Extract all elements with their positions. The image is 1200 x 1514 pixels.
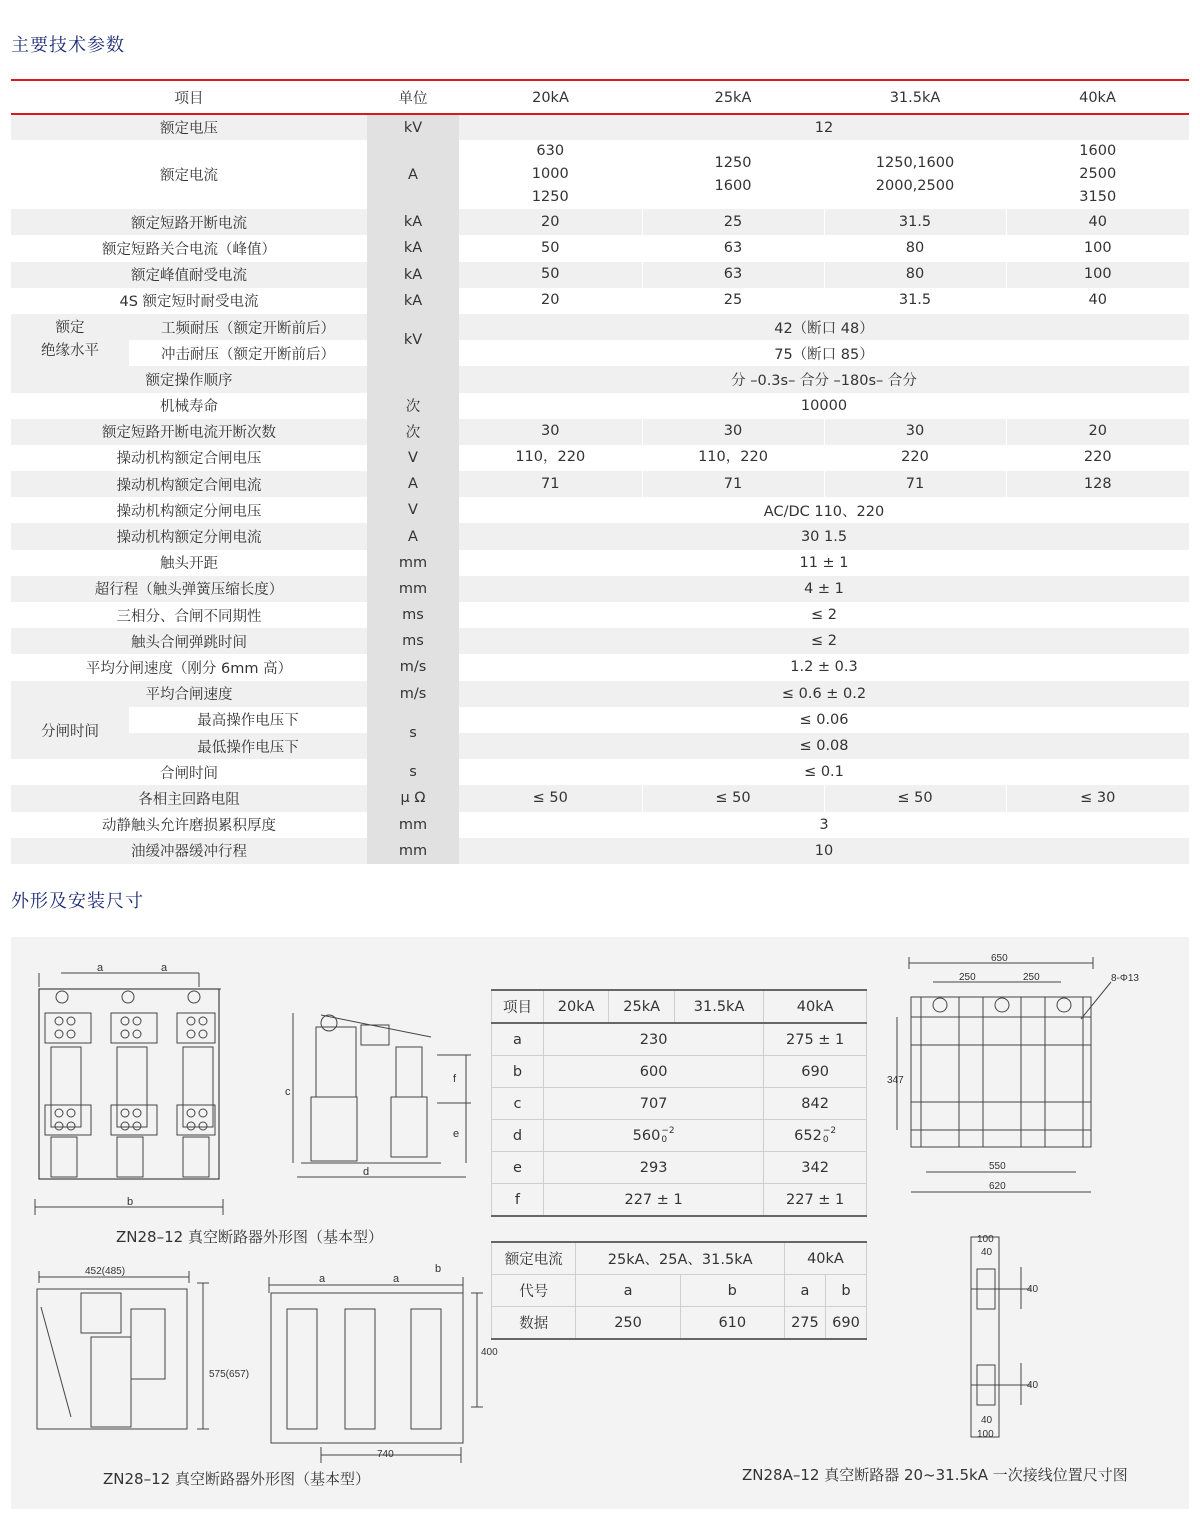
- tolerance: [823, 1127, 836, 1145]
- spec-value-all: 10: [459, 838, 1189, 864]
- spec-unit: mm: [367, 550, 459, 576]
- spec-unit: V: [367, 497, 459, 523]
- spec-row: [11, 576, 1189, 602]
- dim-40-top: 40: [981, 1247, 993, 1258]
- spec-unit: 次: [367, 419, 459, 445]
- spec-value-v20: ≤ 50: [459, 785, 642, 811]
- dim-row: [492, 1023, 867, 1056]
- spec-row: [11, 340, 1189, 366]
- dim-8phi13: 8-Φ13: [1111, 973, 1139, 984]
- header-unit: 单位: [367, 82, 459, 114]
- spec-item: 最低操作电压下: [129, 733, 367, 759]
- dim-740: 740: [377, 1449, 394, 1460]
- spec-value-all: 3: [459, 812, 1189, 838]
- spec-value-v20: 110，220: [459, 445, 642, 471]
- spec-value-all: AC/DC 110、220: [459, 497, 1189, 523]
- spec-unit: A: [367, 523, 459, 549]
- dim-650: 650: [991, 953, 1008, 964]
- tolerance-upper: −2: [661, 1125, 675, 1136]
- bus-data-b1: 610: [680, 1307, 784, 1340]
- dim-value-20-315-text: 600: [639, 1063, 668, 1080]
- spec-unit: kA: [367, 235, 459, 261]
- spec-table: [11, 82, 1189, 864]
- spec-value-v40: 100: [1006, 262, 1189, 288]
- dim-label: a: [492, 1023, 544, 1056]
- spec-row: [11, 733, 1189, 759]
- spec-unit: [367, 366, 459, 392]
- spec-unit: 次: [367, 393, 459, 419]
- spec-unit: ms: [367, 628, 459, 654]
- spec-value-v20: 20: [459, 288, 642, 314]
- spec-value-v31: 31.5: [824, 288, 1006, 314]
- spec-item: 额定短路开断电流开断次数: [11, 419, 367, 445]
- spec-value-all: ≤ 0.06: [459, 707, 1189, 733]
- dim-620: 620: [989, 1181, 1006, 1192]
- dim-value-40: [764, 1023, 867, 1056]
- spec-item: 额定电压: [11, 114, 367, 140]
- spec-value-v40: ≤ 30: [1006, 785, 1189, 811]
- spec-value-v20: 50: [459, 235, 642, 261]
- spec-group-label: 额定 绝缘水平: [11, 314, 129, 366]
- spec-value-all: 42（断口 48）: [459, 314, 1189, 340]
- spec-item: 4S 额定短时耐受电流: [11, 288, 367, 314]
- dim-header-20ka: 20kA: [543, 990, 608, 1023]
- busbar-table: [491, 1241, 867, 1340]
- dim-label: d: [492, 1120, 544, 1152]
- front-view-small-drawing: [269, 1277, 483, 1463]
- spec-item: 动静触头允许磨损累积厚度: [11, 812, 367, 838]
- dim-value-40: [764, 1056, 867, 1088]
- dim-row: [492, 1152, 867, 1184]
- spec-value-v40: 128: [1006, 471, 1189, 497]
- caption-basic-type: ZN28–12 真空断路器外形图（基本型）: [103, 1470, 370, 1488]
- spec-value-v25: 71: [642, 471, 824, 497]
- spec-value-v31: 30: [824, 419, 1006, 445]
- dim-value-40: [764, 1120, 867, 1152]
- dim-value-20-315: [543, 1152, 763, 1184]
- spec-unit: m/s: [367, 681, 459, 707]
- spec-group-label: 分闸时间: [11, 707, 129, 759]
- dim-250-1: 250: [959, 972, 976, 983]
- spec-item: 合闸时间: [11, 759, 367, 785]
- section-title-specs: 主要技术参数: [11, 35, 125, 56]
- spec-value-all: 30 1.5: [459, 523, 1189, 549]
- spec-value-v20: 50: [459, 262, 642, 288]
- spec-item: 额定短路关合电流（峰值）: [11, 235, 367, 261]
- header-rule: [11, 79, 1189, 81]
- dim-header-item: 项目: [492, 990, 544, 1023]
- dim-label: b: [492, 1056, 544, 1088]
- dim-label: c: [492, 1088, 544, 1120]
- spec-unit: ms: [367, 602, 459, 628]
- caption-busbar-position: ZN28A–12 真空断路器 20~31.5kA 一次接线位置尺寸图: [742, 1466, 1128, 1484]
- spec-unit: kV: [367, 114, 459, 140]
- spec-row: [11, 314, 1189, 340]
- spec-value-v20: 71: [459, 471, 642, 497]
- bus-code-b2: b: [825, 1275, 866, 1307]
- spec-item: 工频耐压（额定开断前后）: [129, 314, 367, 340]
- spec-item: 各相主回路电阻: [11, 785, 367, 811]
- side-view-drawing: [293, 1013, 471, 1177]
- bus-code-b1: b: [680, 1275, 784, 1307]
- spec-item: 触头开距: [11, 550, 367, 576]
- spec-unit: kA: [367, 262, 459, 288]
- dim-452: 452(485): [85, 1266, 126, 1277]
- spec-row: [11, 471, 1189, 497]
- header-315ka: 31.5kA: [824, 82, 1006, 114]
- dim-value-20-315-text: 230: [639, 1031, 668, 1048]
- spec-item: 冲击耐压（额定开断前后）: [129, 340, 367, 366]
- spec-value-v31: 1250,1600 2000,2500: [824, 140, 1006, 209]
- spec-item: 操动机构额定分闸电流: [11, 523, 367, 549]
- spec-item: 操动机构额定合闸电流: [11, 471, 367, 497]
- bus-code-label: 代号: [492, 1275, 576, 1307]
- spec-value-v31: 71: [824, 471, 1006, 497]
- spec-row: [11, 288, 1189, 314]
- dim-575: 575(657): [209, 1369, 250, 1380]
- spec-row: [11, 550, 1189, 576]
- dim-b: b: [127, 1196, 134, 1208]
- spec-value-all: ≤ 0.1: [459, 759, 1189, 785]
- spec-value-v31: 80: [824, 235, 1006, 261]
- spec-value-v20: 30: [459, 419, 642, 445]
- header-item: 项目: [11, 82, 367, 114]
- spec-item: 额定短路开断电流: [11, 209, 367, 235]
- spec-value-v31: 31.5: [824, 209, 1006, 235]
- dim-value-40-text: 342: [801, 1159, 829, 1176]
- spec-value-all: ≤ 0.6 ± 0.2: [459, 681, 1189, 707]
- spec-value-all: 75（断口 85）: [459, 340, 1189, 366]
- spec-value-all: 4 ± 1: [459, 576, 1189, 602]
- spec-unit: μ Ω: [367, 785, 459, 811]
- spec-value-v25: 63: [642, 262, 824, 288]
- spec-value-v40: 1600 2500 3150: [1006, 140, 1189, 209]
- dimension-table: [491, 989, 867, 1217]
- bus-data-a2: 275: [784, 1307, 825, 1340]
- bus-code-a2: a: [784, 1275, 825, 1307]
- spec-item: 油缓冲器缓冲行程: [11, 838, 367, 864]
- spec-value-v20: 20: [459, 209, 642, 235]
- spec-item: 三相分、合闸不同期性: [11, 602, 367, 628]
- spec-row: [11, 366, 1189, 392]
- side-view-small-drawing: [37, 1271, 209, 1429]
- tolerance-lower: 0: [661, 1134, 668, 1145]
- busbar-position-drawing: [971, 1237, 1031, 1437]
- bus-data-a1: 250: [576, 1307, 680, 1340]
- bus-code-a1: a: [576, 1275, 680, 1307]
- spec-value-v25: 63: [642, 235, 824, 261]
- dim-value-40: [764, 1088, 867, 1120]
- spec-row: [11, 262, 1189, 288]
- dim-a-4: a: [393, 1273, 400, 1285]
- caption-front-view: ZN28–12 真空断路器外形图（基本型）: [116, 1228, 383, 1246]
- spec-item: 额定峰值耐受电流: [11, 262, 367, 288]
- spec-row: [11, 785, 1189, 811]
- dim-value-40: [764, 1184, 867, 1217]
- spec-value-v25: 110，220: [642, 445, 824, 471]
- spec-value-all: ≤ 0.08: [459, 733, 1189, 759]
- spec-item: 操动机构额定分闸电压: [11, 497, 367, 523]
- spec-value-all: ≤ 2: [459, 602, 1189, 628]
- spec-value-all: 10000: [459, 393, 1189, 419]
- dim-label: f: [492, 1184, 544, 1217]
- dim-value-20-315-text: 227 ± 1: [624, 1191, 683, 1208]
- tolerance-upper: −2: [822, 1125, 837, 1136]
- spec-unit: mm: [367, 576, 459, 602]
- spec-row: [11, 419, 1189, 445]
- dim-header-40ka: 40kA: [764, 990, 867, 1023]
- dim-value-40-text: 227 ± 1: [786, 1191, 845, 1208]
- dim-b-2: b: [435, 1263, 442, 1275]
- spec-row: [11, 523, 1189, 549]
- spec-unit: m/s: [367, 654, 459, 680]
- spec-row: [11, 707, 1189, 733]
- spec-value-v40: 40: [1006, 209, 1189, 235]
- dim-e: e: [453, 1128, 460, 1140]
- dim-value-40-text: 690: [801, 1063, 829, 1080]
- spec-row: [11, 681, 1189, 707]
- spec-item: 机械寿命: [11, 393, 367, 419]
- dim-c: c: [285, 1086, 291, 1098]
- spec-value-v31: ≤ 50: [824, 785, 1006, 811]
- spec-unit: s: [367, 759, 459, 785]
- dim-a-3: a: [319, 1273, 326, 1285]
- dim-f: f: [453, 1073, 457, 1085]
- spec-item: 操动机构额定合闸电压: [11, 445, 367, 471]
- spec-value-v40: 220: [1006, 445, 1189, 471]
- dim-value-20-315: [543, 1023, 763, 1056]
- spec-value-all: ≤ 2: [459, 628, 1189, 654]
- spec-item: 额定电流: [11, 140, 367, 209]
- dim-row: [492, 1056, 867, 1088]
- spec-row: [11, 838, 1189, 864]
- spec-unit: A: [367, 140, 459, 209]
- dim-100-bottom: 100: [977, 1429, 994, 1440]
- spec-value-all: 分 –0.3s– 合分 –180s– 合分: [459, 366, 1189, 392]
- dim-value-40-text: 275 ± 1: [786, 1031, 845, 1048]
- bus-data-b2: 690: [825, 1307, 866, 1340]
- dim-250-2: 250: [1023, 972, 1040, 983]
- spec-row: [11, 393, 1189, 419]
- dim-value-20-315-text: 707: [639, 1095, 668, 1112]
- dim-value-40: [764, 1152, 867, 1184]
- dim-value-20-315-text: 293: [639, 1159, 668, 1176]
- spec-unit: s: [367, 707, 459, 759]
- dim-347: 347: [887, 1075, 904, 1086]
- spec-item: 额定操作顺序: [11, 366, 367, 392]
- dim-a-2: a: [161, 962, 168, 974]
- spec-value-v25: 25: [642, 209, 824, 235]
- bus-header-current: 额定电流: [492, 1242, 576, 1275]
- dim-550: 550: [989, 1161, 1006, 1172]
- spec-value-v25: ≤ 50: [642, 785, 824, 811]
- spec-unit: A: [367, 471, 459, 497]
- spec-item: 平均合闸速度: [11, 681, 367, 707]
- spec-value-v40: 100: [1006, 235, 1189, 261]
- dim-value-20-315: [543, 1120, 763, 1152]
- header-40ka: 40kA: [1006, 82, 1189, 114]
- spec-row: [11, 235, 1189, 261]
- spec-item: 最高操作电压下: [129, 707, 367, 733]
- spec-row: [11, 759, 1189, 785]
- spec-row: [11, 445, 1189, 471]
- spec-row: [11, 628, 1189, 654]
- spec-unit: kV: [367, 314, 459, 366]
- dim-header-25ka: 25kA: [609, 990, 674, 1023]
- section-title-dimensions: 外形及安装尺寸: [11, 891, 144, 912]
- dim-100-top: 100: [977, 1234, 994, 1245]
- dim-400: 400: [481, 1347, 498, 1358]
- dim-40-right2: 40: [1027, 1380, 1039, 1391]
- bus-header-25-31: 25kA、25A、31.5kA: [576, 1242, 785, 1275]
- spec-unit: mm: [367, 838, 459, 864]
- spec-unit: mm: [367, 812, 459, 838]
- drawings-panel: [11, 937, 1189, 1509]
- dim-label: e: [492, 1152, 544, 1184]
- front-view-drawing: [35, 973, 223, 1215]
- dim-row: [492, 1120, 867, 1152]
- spec-value-all: 1.2 ± 0.3: [459, 654, 1189, 680]
- tolerance-lower: 0: [822, 1134, 829, 1145]
- spec-unit: V: [367, 445, 459, 471]
- spec-value-v25: 1250 1600: [642, 140, 824, 209]
- spec-row: [11, 812, 1189, 838]
- spec-row: [11, 497, 1189, 523]
- dim-row: [492, 1088, 867, 1120]
- tolerance: [661, 1127, 674, 1145]
- bus-header-40: 40kA: [784, 1242, 866, 1275]
- spec-row: [11, 654, 1189, 680]
- spec-value-all: 12: [459, 114, 1189, 140]
- spec-value-v25: 30: [642, 419, 824, 445]
- dim-40-bottom: 40: [981, 1415, 993, 1426]
- header-25ka: 25kA: [642, 82, 824, 114]
- spec-value-v20: 630 1000 1250: [459, 140, 642, 209]
- bus-data-label: 数据: [492, 1307, 576, 1340]
- header-20ka: 20kA: [459, 82, 642, 114]
- dim-40-right1: 40: [1027, 1284, 1039, 1295]
- dim-value-20-315: [543, 1184, 763, 1217]
- dim-value-20-315-text: 560: [632, 1127, 661, 1144]
- dim-a-1: a: [97, 962, 104, 974]
- dim-value-40-text: 652: [794, 1127, 822, 1144]
- spec-value-v31: 80: [824, 262, 1006, 288]
- dim-value-20-315: [543, 1056, 763, 1088]
- dim-value-40-text: 842: [801, 1095, 829, 1112]
- spec-item: 超行程（触头弹簧压缩长度）: [11, 576, 367, 602]
- dim-row: [492, 1184, 867, 1217]
- spec-value-v40: 20: [1006, 419, 1189, 445]
- dim-d: d: [363, 1166, 370, 1178]
- dim-value-20-315: [543, 1088, 763, 1120]
- spec-row: [11, 209, 1189, 235]
- mounting-plan-drawing: [897, 957, 1111, 1192]
- dim-header-315ka: 31.5kA: [674, 990, 763, 1023]
- spec-item: 平均分闸速度（刚分 6mm 高）: [11, 654, 367, 680]
- spec-row: [11, 114, 1189, 140]
- spec-row: [11, 602, 1189, 628]
- spec-value-all: 11 ± 1: [459, 550, 1189, 576]
- spec-value-v25: 25: [642, 288, 824, 314]
- spec-unit: kA: [367, 288, 459, 314]
- spec-unit: kA: [367, 209, 459, 235]
- spec-row: [11, 140, 1189, 209]
- spec-value-v40: 40: [1006, 288, 1189, 314]
- spec-item: 触头合闸弹跳时间: [11, 628, 367, 654]
- spec-value-v31: 220: [824, 445, 1006, 471]
